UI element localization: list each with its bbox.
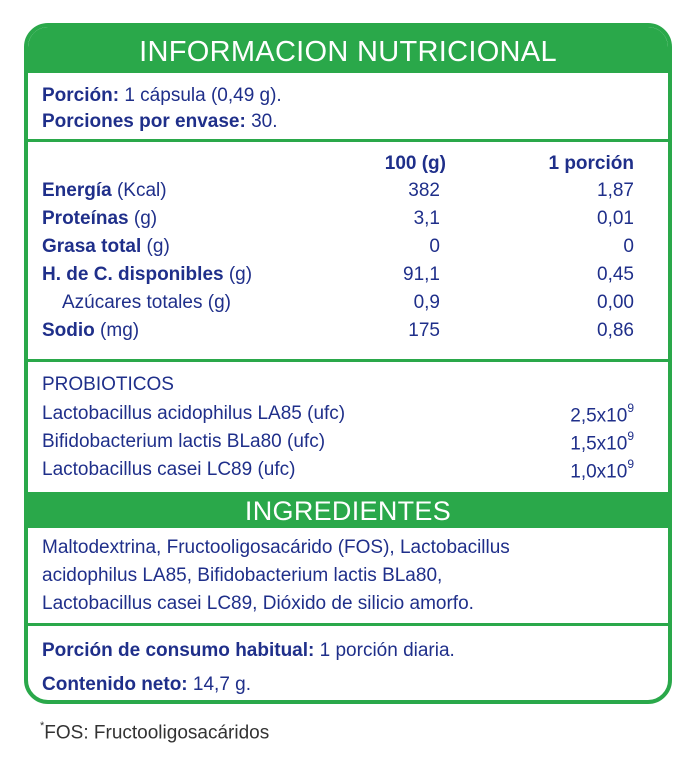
- nutrient-name: Azúcares totales (g): [62, 292, 231, 313]
- habitual-portion-value: 1 porción diaria.: [314, 640, 455, 661]
- footnote-mark: *: [40, 720, 45, 732]
- nutrient-value-portion: 0,01: [597, 208, 634, 229]
- net-content-label: Contenido neto:: [42, 674, 188, 695]
- column-header-portion: 1 porción: [548, 153, 634, 174]
- portion-line: [42, 85, 282, 107]
- portion-label: Porción:: [42, 85, 120, 106]
- nutrition-panel: [24, 23, 672, 704]
- nutrient-name: Energía: [42, 180, 112, 201]
- nutrient-value-100g: 175: [408, 320, 440, 341]
- net-content-value: 14,7 g.: [187, 674, 252, 695]
- nutrient-value-portion: 0,00: [597, 292, 634, 313]
- portion-value: 1 cápsula (0,49 g).: [119, 85, 282, 106]
- nutrient-label: [62, 292, 231, 314]
- probiotic-count: [488, 403, 634, 427]
- probiotic-count-base: 1,5x10: [570, 433, 628, 455]
- probiotic-count-exponent: 9: [627, 457, 634, 471]
- nutrient-name: Grasa total: [42, 236, 142, 257]
- separator: [28, 359, 668, 362]
- nutrient-label: [42, 180, 167, 202]
- probiotic-count-exponent: 9: [627, 401, 634, 415]
- ingredients-line: acidophilus LA85, Bifidobacterium lactis BLa80,: [42, 565, 443, 586]
- probiotic-count-base: 1,0x10: [570, 461, 628, 483]
- nutrient-value-portion: 0: [623, 236, 634, 257]
- servings-value: 30.: [245, 111, 278, 132]
- nutrient-unit: (g): [223, 264, 253, 285]
- nutrient-value-portion: 0,86: [597, 320, 634, 341]
- nutrient-label: [42, 208, 157, 230]
- probiotic-name: Lactobacillus casei LC89 (ufc): [42, 459, 296, 480]
- nutrient-value-portion: 1,87: [597, 180, 634, 201]
- panel-title: INFORMACION NUTRICIONAL: [28, 27, 668, 73]
- probiotic-count-base: 2,5x10: [570, 405, 628, 427]
- nutrient-value-100g: 382: [408, 180, 440, 201]
- ingredients-line: Maltodextrina, Fructooligosacárido (FOS), Lactobacillus: [42, 537, 510, 558]
- nutrient-name: Sodio: [42, 320, 95, 341]
- footnote: [40, 722, 269, 744]
- footnote-text: FOS: Fructooligosacáridos: [44, 722, 270, 744]
- probiotic-count-exponent: 9: [627, 429, 634, 443]
- probiotics-heading: PROBIOTICOS: [42, 374, 174, 395]
- net-content-line: [42, 674, 251, 696]
- nutrient-label: [42, 236, 170, 258]
- nutrient-value-portion: 0,45: [597, 264, 634, 285]
- nutrient-value-100g: 3,1: [413, 208, 440, 229]
- ingredients-heading: INGREDIENTES: [28, 492, 668, 528]
- nutrient-unit: (g): [128, 208, 158, 229]
- probiotic-count: [488, 459, 634, 483]
- habitual-portion-line: [42, 640, 455, 662]
- separator: [28, 623, 668, 626]
- nutrient-value-100g: 91,1: [403, 264, 440, 285]
- servings-line: [42, 111, 278, 133]
- ingredients-line: Lactobacillus casei LC89, Dióxido de silicio amorfo.: [42, 593, 474, 614]
- nutrient-unit: (mg): [94, 320, 140, 341]
- column-header-100g: 100 (g): [384, 153, 446, 174]
- nutrient-label: [42, 320, 139, 342]
- nutrient-label: [42, 264, 252, 286]
- nutrient-unit: (g): [141, 236, 170, 257]
- nutrient-value-100g: 0,9: [413, 292, 440, 313]
- servings-label: Porciones por envase:: [42, 111, 246, 132]
- habitual-portion-label: Porción de consumo habitual:: [42, 640, 315, 661]
- probiotic-name: Bifidobacterium lactis BLa80 (ufc): [42, 431, 326, 452]
- nutrient-name: Proteínas: [42, 208, 129, 229]
- separator: [28, 139, 668, 142]
- nutrient-unit: (Kcal): [111, 180, 167, 201]
- probiotic-name: Lactobacillus acidophilus LA85 (ufc): [42, 403, 346, 424]
- nutrient-name: H. de C. disponibles: [42, 264, 224, 285]
- probiotic-count: [488, 431, 634, 455]
- nutrient-value-100g: 0: [429, 236, 440, 257]
